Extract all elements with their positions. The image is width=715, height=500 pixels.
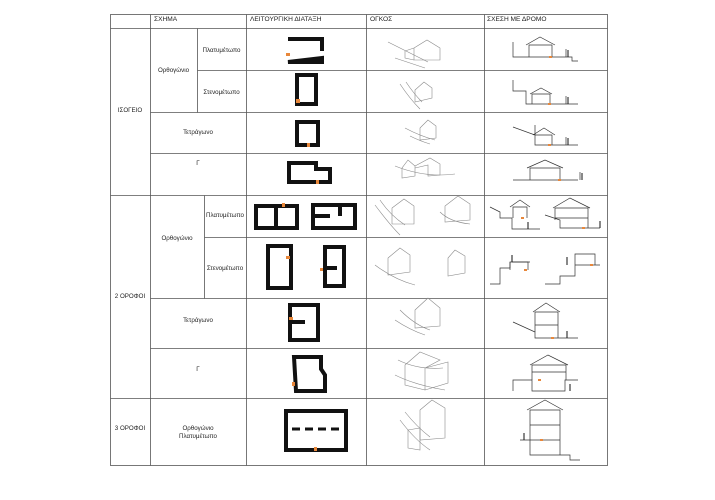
shape-square-2f: Τετράγωνο xyxy=(183,317,213,324)
plan-2f-square xyxy=(290,305,318,340)
road-section-8 xyxy=(513,355,578,391)
plan-2f-wide-b xyxy=(313,205,355,228)
plan-2f-narrow-b xyxy=(325,247,344,286)
volume-sketch-5 xyxy=(375,196,470,235)
header-road: ΣΧΕΣΗ ΜΕ ΔΡΟΜΟ xyxy=(487,16,547,23)
plan-2f-narrow-a xyxy=(268,246,291,288)
header-layout: ΛΕΙΤΟΥΡΓΙΚΗ ΔΙΑΤΑΞΗ xyxy=(250,16,322,23)
road-section-4 xyxy=(513,160,580,180)
shape-rect-ground: Ορθογώνιο xyxy=(157,67,190,74)
volume-sketch-1 xyxy=(388,40,440,68)
plan-3f xyxy=(286,411,346,450)
volume-sketch-4 xyxy=(395,158,455,178)
volume-sketch-2 xyxy=(400,82,432,109)
road-section-7 xyxy=(513,303,578,338)
group-two-floors: 2 ΟΡΟΦΟΙ xyxy=(114,293,146,300)
plan-ground-square xyxy=(297,122,318,145)
shape-wide-ground: Πλατυμέτωπο xyxy=(202,47,241,54)
group-three-floors: 3 ΟΡΟΦΟΙ xyxy=(114,425,146,432)
shape-gamma-ground: Γ xyxy=(196,160,200,167)
header-shape: ΣΧΗΜΑ xyxy=(154,16,178,23)
shape-rect-2f: Ορθογώνιο xyxy=(161,235,193,242)
plan-2f-wide-a xyxy=(256,206,297,228)
volume-sketch-9 xyxy=(400,400,445,450)
shape-narrow-ground: Στενομέτωπο xyxy=(203,89,240,96)
road-section-6 xyxy=(490,254,600,284)
volume-sketch-7 xyxy=(395,298,440,335)
shape-wide-2f: Πλατυμέτωπο xyxy=(206,212,244,219)
plan-ground-gamma xyxy=(289,163,330,182)
shape-square-ground: Τετράγωνο xyxy=(183,129,213,136)
header-volume: ΟΓΚΟΣ xyxy=(370,16,393,23)
road-section-5 xyxy=(490,198,600,229)
plan-ground-wide xyxy=(288,39,322,62)
volume-sketch-8 xyxy=(395,352,448,390)
shape-narrow-2f: Στενομέτωπο xyxy=(206,265,244,272)
shape-wide-3f: Πλατυμέτωπο xyxy=(179,433,217,440)
group-ground: ΙΣΟΓΕΙΟ xyxy=(117,107,143,114)
road-section-9 xyxy=(520,400,580,460)
volume-sketch-3 xyxy=(405,120,436,144)
shape-rect-3f: Ορθογώνιο xyxy=(182,425,214,432)
shape-gamma-2f: Γ xyxy=(196,366,200,373)
volume-sketch-6 xyxy=(375,248,465,285)
road-section-1 xyxy=(513,37,578,61)
plan-2f-gamma xyxy=(294,357,325,391)
